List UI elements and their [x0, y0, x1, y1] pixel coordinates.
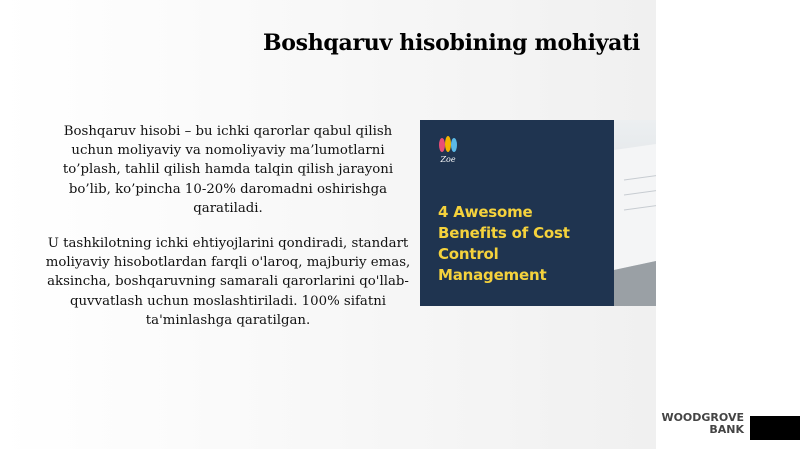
brand-line-2: BANK [709, 423, 744, 436]
promo-panel [420, 120, 614, 306]
paragraph-2: U tashkilotning ichki ehtiyojlarini qondiradi, standart moliyaviy hisobotlardan farqli o'laroq, majburiy emas, aksincha, boshqaruvning samarali qarorlarini qo'llab-quvvatlash uchun moslashtiriladi. 100% sifatni ta'minlashga qaratilgan. [45, 236, 411, 328]
promo-line-2: Benefits of Cost [438, 224, 570, 242]
promo-line-3: Control [438, 245, 499, 263]
brand-block [750, 416, 800, 440]
right-margin [656, 0, 800, 449]
promo-line-4: Management [438, 266, 547, 284]
slide-title: Boshqaruv hisobining mohiyati [262, 30, 640, 56]
brand-logo [656, 412, 744, 436]
slide-body [42, 122, 414, 346]
zoe-logo-icon [436, 136, 460, 166]
brand-line-1: WOODGROVE [661, 411, 744, 424]
promo-line-1: 4 Awesome [438, 203, 533, 221]
logo-text: Zoe [440, 155, 456, 164]
paragraph-1: Boshqaruv hisobi – bu ichki qarorlar qabul qilish uchun moliyaviy va nomoliyaviy ma’lumotlarni to’plash, tahlil qilish hamda talqin qilish jarayoni bo’lib, ko’pincha 10-20% daromadni oshirishga qaratiladi. [62, 124, 394, 216]
promo-headline [438, 202, 614, 286]
